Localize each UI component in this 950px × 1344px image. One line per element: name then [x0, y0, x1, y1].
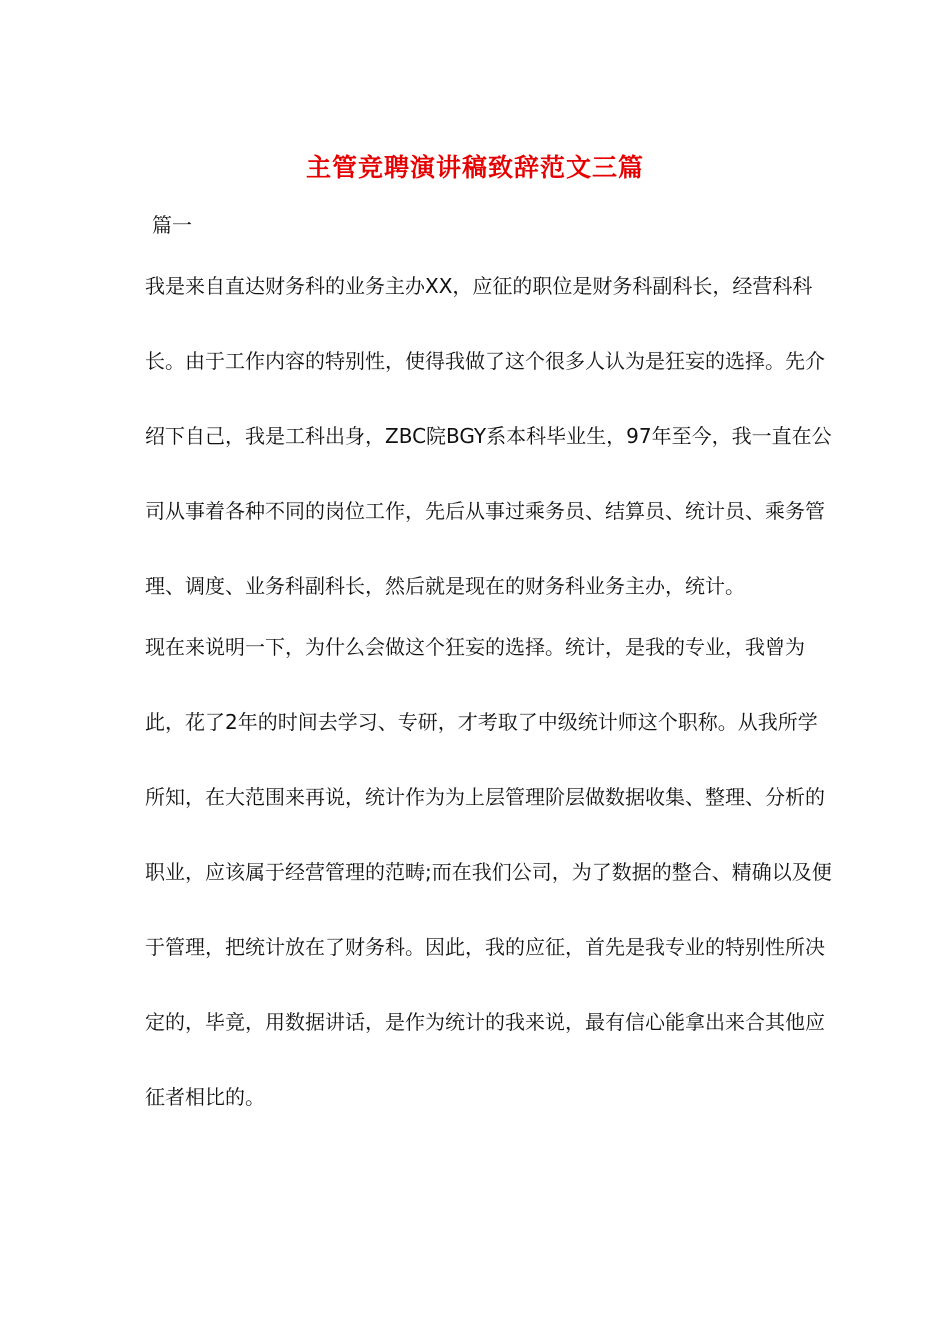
paragraph-1-line-4: 司从事着各种不同的岗位工作，先后从事过乘务员、结算员、统计员、乘务管: [145, 499, 825, 523]
paragraph-2-line-2: 此，花了2年的时间去学习、专研，才考取了中级统计师这个职称。从我所学: [145, 710, 818, 734]
paragraph-1-line-5: 理、调度、业务科副科长，然后就是现在的财务科业务主办，统计。: [145, 574, 745, 598]
paragraph-2-line-6: 定的，毕竟，用数据讲话，是作为统计的我来说，最有信心能拿出来合其他应: [145, 1010, 825, 1034]
section-label: 篇一: [152, 213, 192, 237]
paragraph-2-line-7: 征者相比的。: [145, 1085, 265, 1109]
paragraph-2-line-4: 职业，应该属于经营管理的范畴;而在我们公司，为了数据的整合、精确以及便: [145, 860, 832, 884]
paragraph-2-line-3: 所知，在大范围来再说，统计作为为上层管理阶层做数据收集、整理、分析的: [145, 785, 825, 809]
document-title: 主管竞聘演讲稿致辞范文三篇: [305, 153, 644, 182]
paragraph-2-line-1: 现在来说明一下，为什么会做这个狂妄的选择。统计，是我的专业，我曾为: [145, 635, 805, 659]
paragraph-1-line-3: 绍下自己，我是工科出身，ZBC院BGY系本科毕业生，97年至今，我一直在公: [145, 424, 832, 448]
paragraph-1-line-1: 我是来自直达财务科的业务主办XX，应征的职位是财务科副科长，经营科科: [145, 274, 813, 298]
paragraph-1-line-2: 长。由于工作内容的特别性，使得我做了这个很多人认为是狂妄的选择。先介: [145, 349, 825, 373]
paragraph-2-line-5: 于管理，把统计放在了财务科。因此，我的应征，首先是我专业的特别性所决: [145, 935, 825, 959]
